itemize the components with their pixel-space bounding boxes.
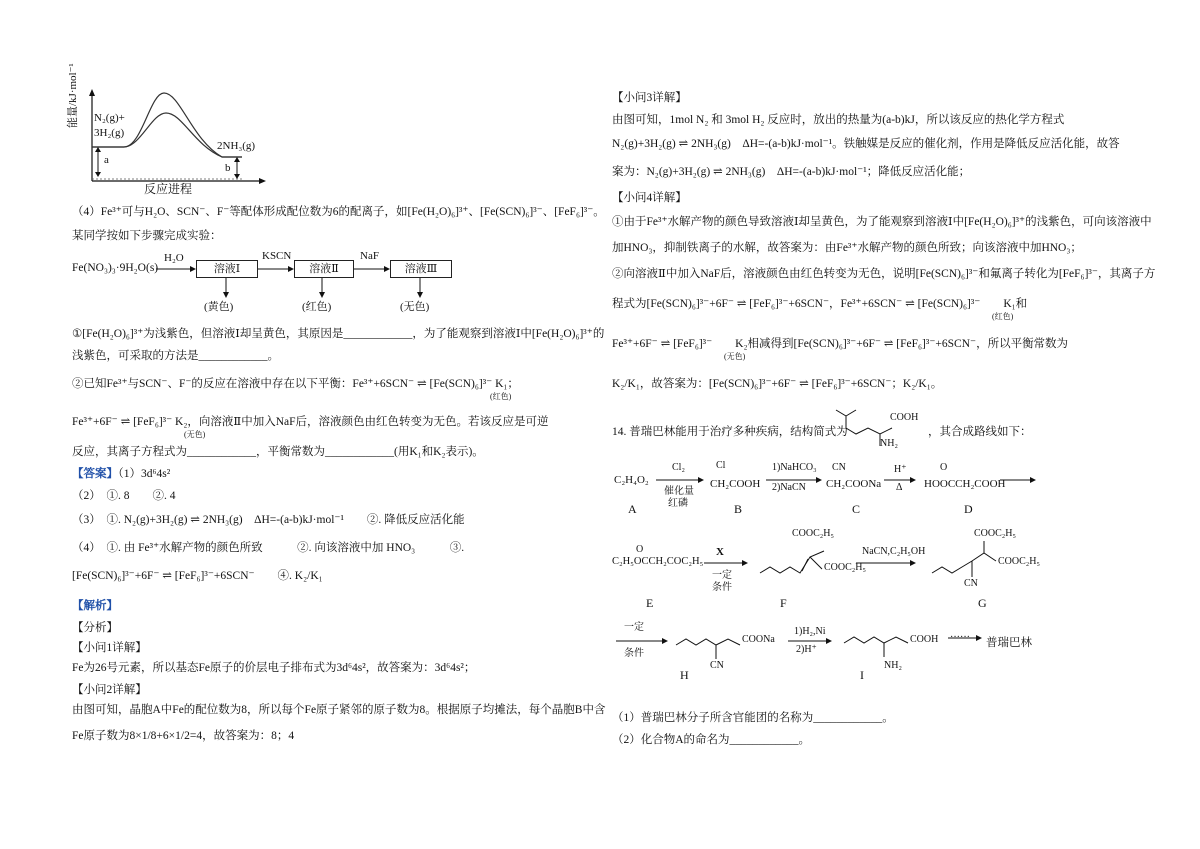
q4-intro: （4）Fe³⁺可与H₂O、SCN⁻、F⁻等配体形成配位数为6的配离子，如[Fe(H₂O)₆]³⁺、[Fe(SCN)₆]³⁻、[FeF₆]³⁻。: [72, 206, 605, 218]
compound-a-label: A: [628, 502, 637, 516]
compound-h-label: H: [680, 668, 689, 682]
flow-color-1: (黄色): [204, 301, 234, 313]
compound-h-skeleton: [676, 639, 740, 645]
pregabalin-structure: [832, 404, 922, 450]
a-arrow-down-icon: [95, 172, 101, 177]
flow-solution-3: 溶液Ⅲ: [390, 260, 452, 278]
reagent-red-phosphorus: 红磷: [668, 498, 688, 509]
analysis-label: 【解析】: [72, 600, 118, 612]
answer-block: [72, 466, 170, 482]
flow-solution-1: 溶液Ⅰ: [196, 260, 258, 278]
compound-i-skeleton: [844, 637, 908, 643]
reagent-condition-4: 条件: [624, 648, 644, 659]
reagent-nacn: 2)NaCN: [772, 482, 806, 493]
q4-2-line-c: 反应，其离子方程式为____________，平衡常数为____________(用K₁和K₂表示)。: [72, 446, 484, 458]
sub-question-4-line-e: Fe³⁺+6F⁻ ⇌ [FeF₆]³⁻ K₂相减得到[Fe(SCN)₆]³⁻+6F⁻ ⇌ [FeF₆]³⁻+6SCN⁻，所以平衡常数为: [612, 338, 1069, 350]
syn-arrow-4-head-icon: [1030, 477, 1036, 483]
compound-g-ester-top: COOC₂H₅: [974, 528, 1016, 539]
compound-d-formula: HOOCCH₂COOH: [924, 478, 1006, 490]
sub-question-4-note-red: (红色): [992, 312, 1014, 321]
compound-c-formula: CH₂COONa: [826, 478, 882, 490]
compound-h-cn: CN: [710, 660, 724, 671]
question-14-part-2: （2）化合物A的命名为____________。: [612, 734, 811, 746]
syn-arrow-9-head-icon: [976, 635, 982, 641]
compound-e-formula: C₂H₅OCCH₂COC₂H₅: [612, 556, 704, 567]
b-arrow-up-icon: [234, 157, 240, 162]
flow-color-3: (无色): [400, 301, 430, 313]
compound-d-label: D: [964, 502, 973, 516]
reagent-cl2: Cl₂: [672, 462, 685, 473]
compound-f-double-bond: [802, 559, 808, 571]
q4-1-line-b: 浅紫色，可采取的方法是____________。: [72, 350, 279, 362]
reagent-h2-ni: 1)H₂,Ni: [794, 626, 826, 637]
pregabalin-cooh: COOH: [890, 412, 919, 423]
energy-b-label: b: [225, 162, 231, 174]
energy-a-label: a: [104, 154, 109, 166]
pregabalin-nh2: NH₂: [880, 438, 898, 449]
energy-x-label: 反应进程: [144, 182, 193, 196]
compound-g-cn: CN: [964, 578, 978, 589]
sub-question-1-heading: 【小问1详解】: [72, 642, 147, 654]
compound-c-label: C: [852, 502, 861, 516]
q4-2-note-colorless: (无色): [184, 430, 206, 439]
syn-arrow-2-head-icon: [816, 477, 822, 483]
syn-arrow-6-head-icon: [910, 560, 916, 566]
compound-i-label: I: [860, 668, 864, 682]
syn-arrow-5-head-icon: [742, 560, 748, 566]
reagent-nacn-ethanol: NaCN,C₂H₅OH: [862, 546, 926, 557]
y-axis-arrow-icon: [89, 89, 95, 96]
reagent-condition-2: 条件: [712, 582, 732, 593]
answer-1: （1）3d⁶4s²: [118, 468, 171, 480]
compound-h-coona: COONa: [742, 634, 775, 645]
question-14-tail: ，其合成路线如下：: [928, 426, 1032, 438]
compound-f-bond: [810, 557, 822, 569]
q4-experiment: 某同学按如下步骤完成实验：: [72, 230, 222, 242]
compound-c-cn: CN: [832, 462, 846, 473]
synthesis-dots: ······: [950, 632, 970, 643]
energy-product: 2NH₃(g): [217, 140, 256, 152]
reagent-h-plus-2: 2)H⁺: [796, 644, 817, 655]
reagent-nahco3: 1)NaHCO₃: [772, 462, 817, 473]
compound-a-formula: C₂H₄O₂: [614, 474, 649, 486]
sub-question-4-line-f: K₂/K₁，故答案为：[Fe(SCN)₆]³⁻+6F⁻ ⇌ [FeF₆]³⁻+6SCN⁻；K₂/K₁。: [612, 378, 943, 390]
reagent-x: X: [716, 546, 724, 558]
flow-reagent-naf: NaF: [360, 250, 379, 262]
answer-4-a: （4） ①. 由 Fe³⁺水解产物的颜色所致 ②. 向该溶液中加 HNO₃ ③.: [72, 542, 465, 554]
sub-question-3-line-c: 案为：N₂(g)+3H₂(g) ⇌ 2NH₃(g) ΔH=-(a-b)kJ·mol⁻¹；降低反应活化能；: [612, 166, 971, 178]
energy-reactants-2: 3H₂(g): [94, 127, 125, 139]
sub-question-2-text: 由图可知，晶胞A中Fe的配位数为8，所以每个Fe原子紧邻的原子数为8。根据原子均摊法，每个晶胞B中含: [72, 704, 606, 716]
compound-g-ester-bottom: COOC₂H₅: [998, 556, 1040, 567]
sub-question-4-heading: 【小问4详解】: [612, 192, 687, 204]
a-arrow-up-icon: [95, 147, 101, 152]
question-14-part-1: （1）普瑞巴林分子所含官能团的名称为____________。: [612, 712, 894, 724]
compound-g-label: G: [978, 596, 987, 610]
flow-reagent-h2o: H₂O: [164, 252, 184, 264]
syn-arrow-8-head-icon: [826, 638, 832, 644]
pregabalin-methyl: [846, 410, 856, 416]
x-axis-arrow-icon: [259, 178, 266, 184]
reagent-condition: 一定: [712, 570, 732, 581]
answer-2: （2） ①. 8 ②. 4: [72, 490, 176, 502]
reagent-condition-3: 一定: [624, 622, 644, 633]
compound-d-oxygens: O: [940, 462, 976, 473]
q4-2-line-a: ②已知Fe³⁺与SCN⁻、F⁻的反应在溶液中存在以下平衡：Fe³⁺+6SCN⁻ ⇌ [Fe(SCN)₆]³⁻ K₁；: [72, 378, 519, 390]
sub-question-2-heading: 【小问2详解】: [72, 684, 147, 696]
sub-question-3-heading: 【小问3详解】: [612, 92, 687, 104]
flow-reagent-kscn: KSCN: [262, 250, 292, 262]
q4-2-note-red: (红色): [490, 392, 512, 401]
sub-question-4-line-a: ①由于Fe³⁺水解产物的颜色导致溶液Ⅰ却呈黄色，为了能观察到溶液Ⅰ中[Fe(H₂O)₆]³⁺的浅紫色，可向该溶液中: [612, 216, 1152, 228]
compound-f-label: F: [780, 596, 787, 610]
energy-reactants: N₂(g)+: [94, 112, 125, 124]
pregabalin-skeleton: [836, 410, 892, 434]
syn-arrow-7-head-icon: [662, 638, 668, 644]
flow-solution-2: 溶液Ⅱ: [294, 260, 354, 278]
compound-e-label: E: [646, 596, 654, 610]
compound-i-nh2: NH₂: [884, 660, 902, 671]
reagent-catalyst: 催化量: [664, 486, 694, 497]
answer-4-b: [Fe(SCN)₆]³⁻+6F⁻ ⇌ [FeF₆]³⁻+6SCN⁻ ④. K₂/K₁: [72, 570, 323, 582]
b-arrow-down-icon: [234, 174, 240, 179]
compound-i-cooh: COOH: [910, 634, 939, 645]
sub-question-3-line-b: N₂(g)+3H₂(g) ⇌ 2NH₃(g) ΔH=-(a-b)kJ·mol⁻¹。铁触媒是反应的催化剂，作用是降低反应活化能，故答: [612, 138, 1120, 150]
compound-g-skeleton: [932, 553, 996, 573]
reagent-heat: Δ: [896, 482, 903, 493]
compound-b-label: B: [734, 502, 743, 516]
reagent-h-plus: H⁺: [894, 464, 907, 475]
sub-question-4-line-d: 程式为[Fe(SCN)₆]³⁻+6F⁻ ⇌ [FeF₆]³⁻+6SCN⁻，Fe³⁺+6SCN⁻ ⇌ [Fe(SCN)₆]³⁻ K₁和: [612, 298, 1028, 310]
compound-f-ester-top: COOC₂H₅: [792, 528, 834, 539]
answer-3: （3） ①. N₂(g)+3H₂(g) ⇌ 2NH₃(g) ΔH=-(a-b)kJ·mol⁻¹ ②. 降低反应活化能: [72, 514, 465, 526]
target-pregabalin: 普瑞巴林: [986, 637, 1032, 649]
energy-y-label: 能量/kJ·mol⁻¹: [67, 63, 79, 128]
sub-question-4-note-colorless: (无色): [724, 352, 746, 361]
q4-1-line-a: ①[Fe(H₂O)₆]³⁺为浅紫色，但溶液Ⅰ却呈黄色，其原因是____________，为了能观察到溶液Ⅰ中[Fe(H₂O)₆]³⁺的: [72, 328, 605, 340]
q4-2-line-b: Fe³⁺+6F⁻ ⇌ [FeF₆]³⁻ K₂，向溶液Ⅱ中加入NaF后，溶液颜色由红色转变为无色。若该反应是可逆: [72, 416, 549, 428]
answer-label: 【答案】: [72, 468, 118, 480]
sub-question-2-text-2: Fe原子数为8×1/8+6×1/2=4，故答案为：8；4: [72, 730, 295, 742]
question-14: 14. 普瑞巴林能用于治疗多种疾病，结构简式为: [612, 426, 848, 438]
sub-question-4-line-c: ②向溶液Ⅱ中加入NaF后，溶液颜色由红色转变为无色，说明[Fe(SCN)₆]³⁻和氟离子转化为[FeF₆]³⁻，其离子方: [612, 268, 1156, 280]
compound-f-ester-bottom: COOC₂H₅: [824, 562, 866, 573]
sub-question-4-line-b: 加HNO₃，抑制铁离子的水解，故答案为：由Fe³⁺水解产物的颜色所致；向该溶液中加HNO₃；: [612, 242, 1082, 254]
flow-start: Fe(NO₃)₃·9H₂O(s): [72, 262, 159, 274]
compound-e-oxygen: O: [636, 544, 644, 555]
analysis-fenxi: 【分析】: [72, 622, 118, 634]
compound-b-formula: CH₂COOH: [710, 478, 761, 490]
sub-question-3-line-a: 由图可知，1mol N₂ 和 3mol H₂ 反应时，放出的热量为(a-b)kJ，所以该反应的热化学方程式: [612, 114, 1065, 126]
sub-question-1-text: Fe为26号元素，所以基态Fe原子的价层电子排布式为3d⁶4s²，故答案为：3d⁶4s²；: [72, 662, 476, 674]
flow-color-2: (红色): [302, 301, 332, 313]
syn-arrow-3-head-icon: [910, 477, 916, 483]
compound-b-cl: Cl: [716, 460, 726, 471]
syn-arrow-1-head-icon: [698, 477, 704, 483]
